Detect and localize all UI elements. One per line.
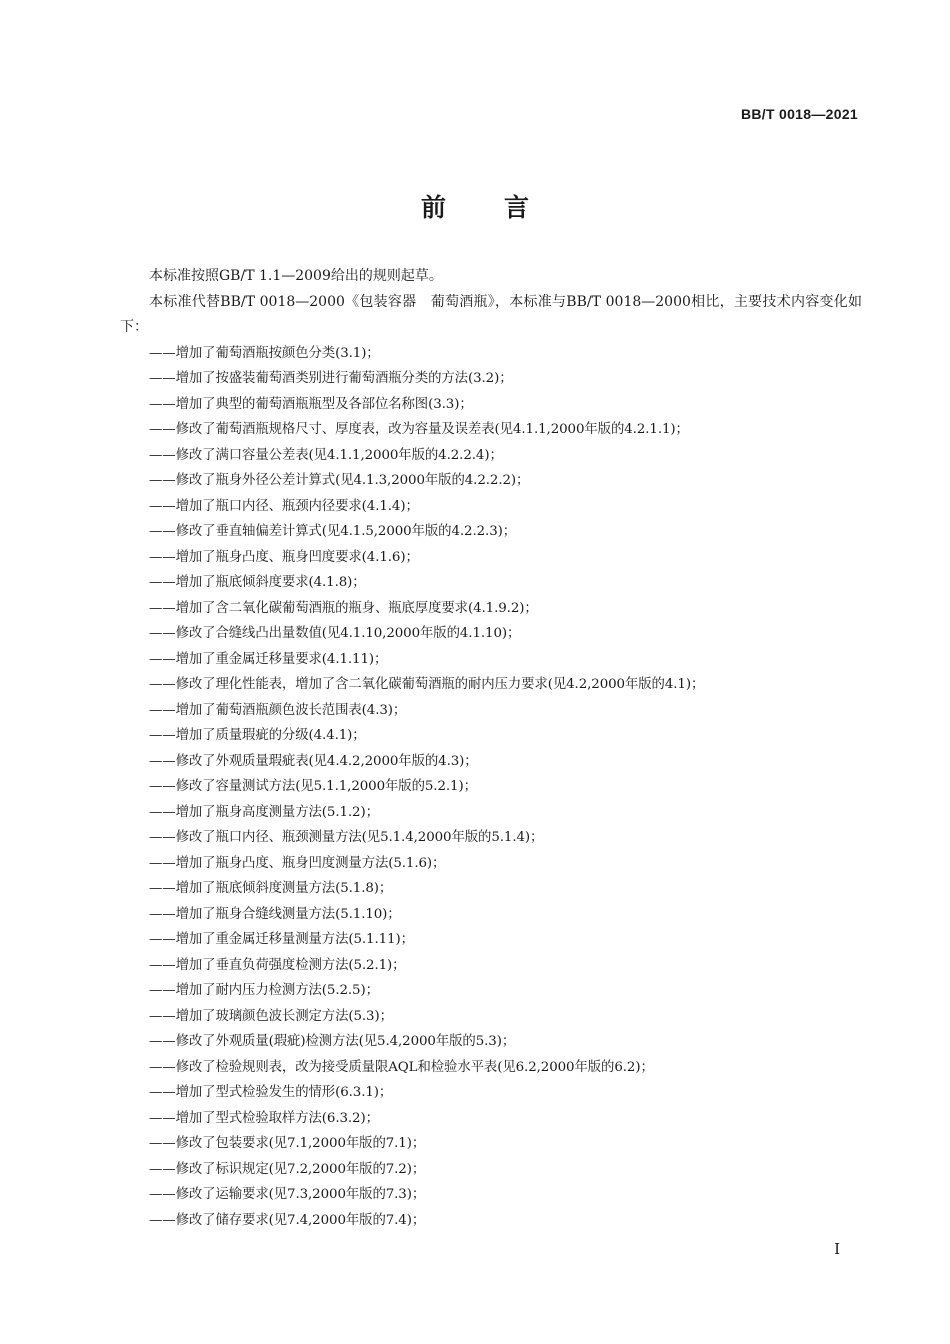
list-item: ——修改了标识规定(见7.2,2000年版的7.2)；	[149, 1161, 426, 1177]
list-item: ——增加了型式检验发生的情形(6.3.1)；	[149, 1085, 393, 1100]
list-item: ——增加了葡萄酒瓶颜色波长范围表(4.3)；	[149, 702, 407, 718]
list-item: ——修改了瓶身外径公差计算式(见4.1.3,2000年版的4.2.2.2)；	[149, 473, 530, 488]
list-item: ——修改了合缝线凸出量数值(见4.1.10,2000年版的4.1.10)；	[149, 626, 521, 641]
list-item: ——修改了运输要求(见7.3,2000年版的7.3)；	[149, 1187, 426, 1202]
list-item: ——增加了瓶底倾斜度要求(4.1.8)；	[149, 575, 366, 590]
list-item: ——增加了含二氧化碳葡萄酒瓶的瓶身、瓶底厚度要求(4.1.9.2)；	[149, 600, 538, 616]
page-number: I	[834, 1240, 840, 1258]
list-item: ——修改了理化性能表，增加了含二氧化碳葡萄酒瓶的耐内压力要求(见4.2,2000年版的4.1)；	[149, 677, 705, 692]
list-item: ——增加了型式检验取样方法(6.3.2)；	[149, 1110, 379, 1126]
list-item: ——增加了葡萄酒瓶按颜色分类(3.1)；	[149, 345, 380, 361]
list-item: ——修改了满口容量公差表(见4.1.1,2000年版的4.2.2.4)；	[149, 447, 503, 463]
list-item: ——增加了耐内压力检测方法(5.2.5)；	[149, 983, 379, 998]
changes-list	[120, 341, 862, 1234]
list-item: ——修改了瓶口内径、瓶颈测量方法(见5.1.4,2000年版的5.1.4)；	[149, 830, 544, 845]
list-item: ——修改了包装要求(见7.1,2000年版的7.1)；	[149, 1136, 426, 1151]
list-item: ——增加了瓶身高度测量方法(5.1.2)；	[149, 804, 379, 820]
list-item: ——增加了按盛装葡萄酒类别进行葡萄酒瓶分类的方法(3.2)；	[149, 371, 513, 386]
list-item: ——增加了瓶身凸度、瓶身凹度测量方法(5.1.6)；	[149, 855, 446, 871]
main-content	[120, 264, 862, 1233]
list-item: ——修改了葡萄酒瓶规格尺寸、厚度表，改为容量及误差表(见4.1.1,2000年版的4.2.1.1)；	[149, 422, 689, 437]
list-item: ——增加了瓶身合缝线测量方法(5.1.10)；	[149, 906, 401, 922]
intro-paragraph: 本标准按照GB/T 1.1—2009给出的规则起草。	[149, 268, 443, 284]
list-item: ——修改了检验规则表，改为接受质量限AQL和检验水平表(见6.2,2000年版的6.2)；	[149, 1059, 654, 1075]
list-item: ——修改了容量测试方法(见5.1.1,2000年版的5.2.1)；	[149, 779, 477, 794]
list-item: ——修改了储存要求(见7.4,2000年版的7.4)；	[149, 1212, 426, 1228]
document-code: BB/T 0018—2021	[740, 106, 858, 122]
list-item: ——修改了垂直轴偏差计算式(见4.1.5,2000年版的4.2.2.3)；	[149, 524, 517, 539]
list-item: ——增加了垂直负荷强度检测方法(5.2.1)；	[149, 957, 406, 973]
list-item: ——增加了瓶口内径、瓶颈内径要求(4.1.4)；	[149, 498, 419, 514]
replacement-paragraph: 本标准代替BB/T 0018—2000《包装容器 葡萄酒瓶》，本标准与BB/T 0018—2000相比，主要技术内容变化如下：	[120, 293, 862, 335]
list-item: ——修改了外观质量(瑕疵)检测方法(见5.4,2000年版的5.3)；	[149, 1034, 516, 1049]
list-item: ——增加了典型的葡萄酒瓶瓶型及各部位名称图(3.3)；	[149, 396, 473, 412]
list-item: ——增加了重金属迁移量要求(4.1.11)；	[149, 651, 388, 667]
list-item: ——增加了瓶身凸度、瓶身凹度要求(4.1.6)；	[149, 549, 419, 565]
list-item: ——增加了瓶底倾斜度测量方法(5.1.8)；	[149, 881, 393, 896]
list-item: ——修改了外观质量瑕疵表(见4.4.2,2000年版的4.3)；	[149, 753, 478, 769]
list-item: ——增加了质量瑕疵的分级(4.4.1)；	[149, 728, 366, 743]
list-item: ——增加了重金属迁移量测量方法(5.1.11)；	[149, 932, 414, 947]
page-title: 前言	[420, 193, 587, 222]
list-item: ——增加了玻璃颜色波长测定方法(5.3)；	[149, 1008, 393, 1024]
